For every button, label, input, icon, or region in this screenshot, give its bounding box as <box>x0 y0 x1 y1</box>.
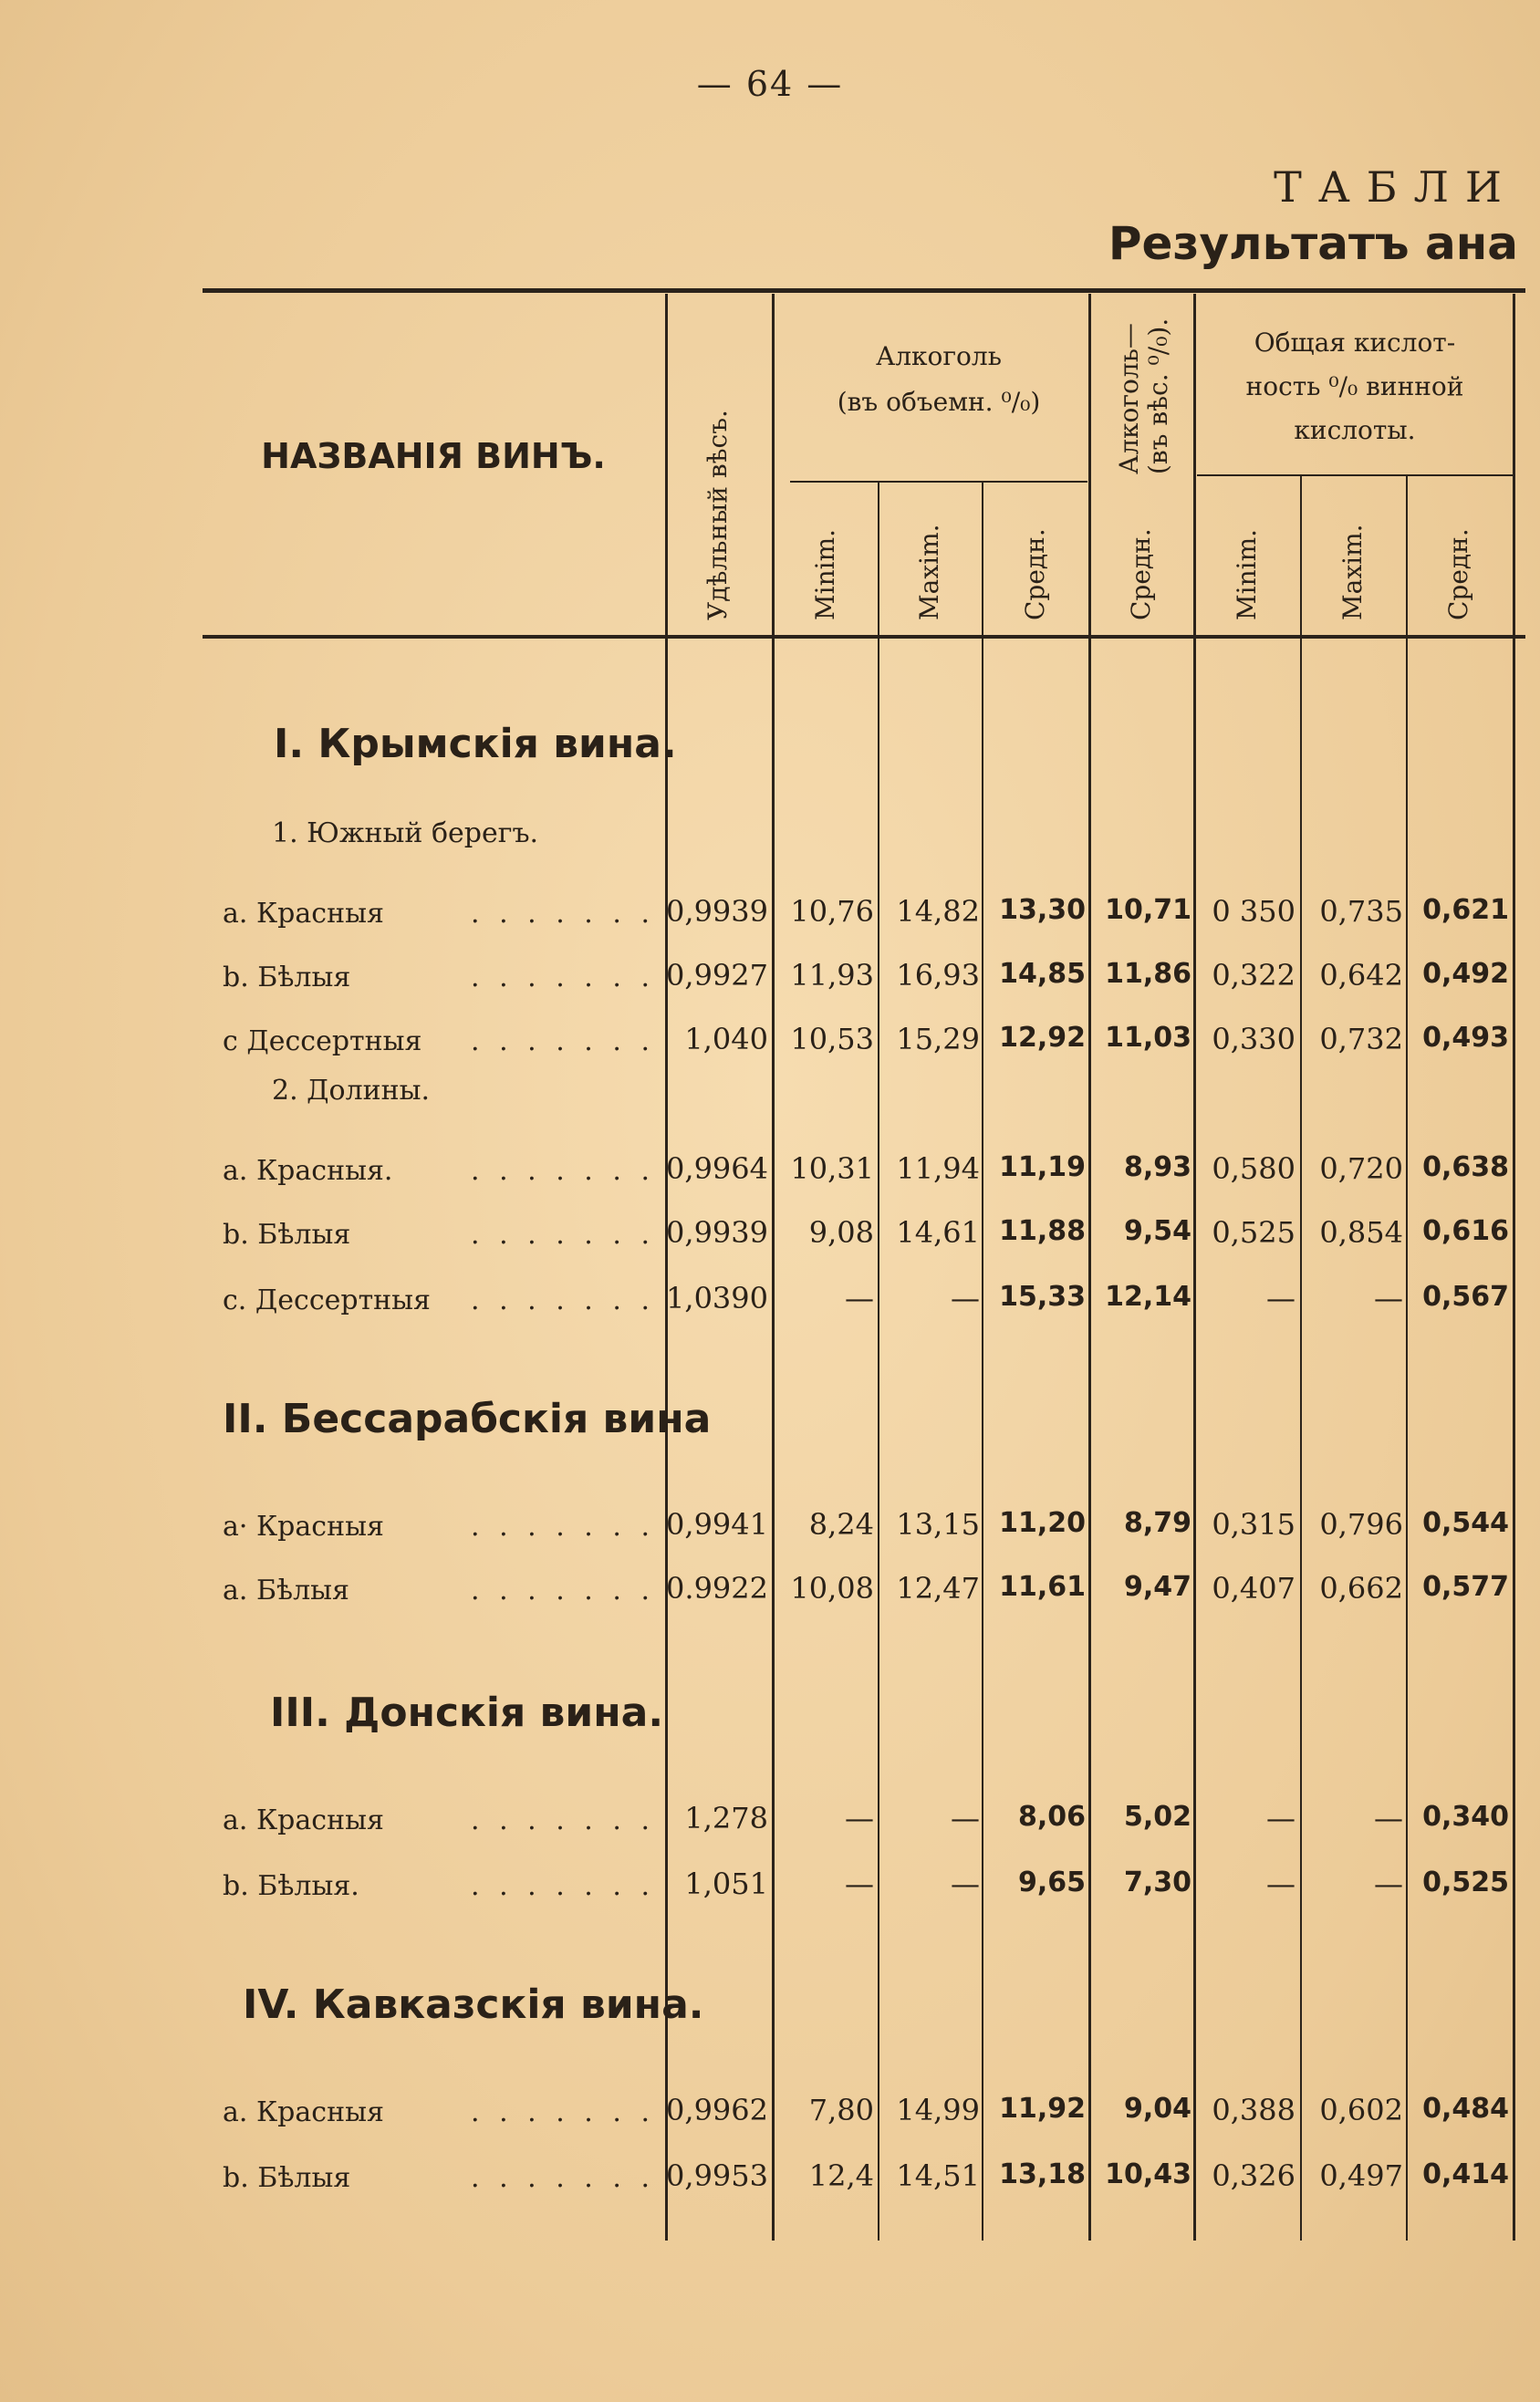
cell-aw: 11,86 <box>1105 958 1191 990</box>
cell-kmin: — <box>1266 1281 1295 1315</box>
row-label <box>223 1511 384 1543</box>
cell-amax: 13,15 <box>896 1507 980 1542</box>
cell-asr: 12,92 <box>999 1022 1086 1054</box>
dot-leader: . . . . . . . <box>471 1511 655 1543</box>
cell-kmax: 0,662 <box>1319 1571 1403 1606</box>
row-label <box>223 962 350 993</box>
alcohol-group-rule <box>790 481 1087 483</box>
cell-kmin: — <box>1266 1801 1295 1835</box>
cell-asr: 11,20 <box>999 1507 1086 1539</box>
cell-amax: 14,99 <box>896 2093 980 2127</box>
col-divider <box>1300 476 1302 2241</box>
cell-kmin: 0,388 <box>1212 2093 1295 2127</box>
subsection-title: 2. Долины. <box>272 1075 431 1107</box>
cell-kmax: — <box>1374 1866 1403 1901</box>
dot-leader: . . . . . . . <box>471 1870 655 1902</box>
cell-uv: 1,040 <box>684 1022 768 1056</box>
cell-asr: 13,18 <box>999 2158 1086 2190</box>
alcohol-maxim-header: Maxim. <box>914 524 944 620</box>
dot-leader: . . . . . . . <box>471 1025 655 1057</box>
row-label <box>223 1219 350 1251</box>
cell-kmin: — <box>1266 1866 1295 1901</box>
wine-name: a. Красныя. <box>223 1155 393 1187</box>
cell-kmin: 0 350 <box>1212 894 1295 929</box>
specific-gravity-header: Удѣльный вѣсъ. <box>702 410 733 620</box>
cell-asr: 11,19 <box>999 1151 1086 1183</box>
row-label <box>223 1025 421 1057</box>
section-title: II. Бессарабскія вина <box>223 1396 712 1442</box>
cell-kmin: 0,322 <box>1212 958 1295 993</box>
cell-kmin: 0,326 <box>1212 2158 1295 2193</box>
dot-leader: . . . . . . . <box>471 1284 655 1316</box>
section-title: III. Донскія вина. <box>270 1690 664 1736</box>
cell-uv: 0,9939 <box>666 1215 768 1250</box>
cell-kmax: 0,497 <box>1319 2158 1403 2193</box>
row-label <box>223 2096 384 2128</box>
wine-name: a. Красныя <box>223 898 384 930</box>
cell-amin: 10,08 <box>790 1571 874 1606</box>
cell-ksr: 0,484 <box>1422 2093 1509 2125</box>
cell-aw: 8,79 <box>1123 1507 1191 1539</box>
cell-aw: 12,14 <box>1105 1281 1191 1313</box>
dot-leader: . . . . . . . <box>471 2096 655 2128</box>
cell-kmin: 0,315 <box>1212 1507 1295 1542</box>
cell-amin: — <box>845 1281 874 1315</box>
cell-aw: 8,93 <box>1123 1151 1191 1183</box>
cell-amax: 16,93 <box>896 958 980 993</box>
cell-kmax: — <box>1374 1281 1403 1315</box>
cell-kmin: 0,525 <box>1212 1215 1295 1250</box>
cell-ksr: 0,638 <box>1422 1151 1509 1183</box>
cell-uv: 1,051 <box>684 1866 768 1901</box>
cell-kmax: 0,732 <box>1319 1022 1403 1056</box>
cell-ksr: 0,621 <box>1422 894 1509 926</box>
dot-leader: . . . . . . . <box>471 1219 655 1251</box>
cell-asr: 15,33 <box>999 1281 1086 1313</box>
cell-kmax: 0,735 <box>1319 894 1403 929</box>
wine-name: b. Бѣлыя <box>223 2162 351 2194</box>
col-divider <box>772 294 775 2241</box>
cell-aw: 10,71 <box>1105 894 1191 926</box>
acidity-group-rule <box>1197 474 1513 476</box>
cell-uv: 0.9922 <box>666 1571 768 1606</box>
cell-ksr: 0,525 <box>1422 1866 1509 1898</box>
dot-leader: . . . . . . . <box>471 1804 655 1836</box>
cell-aw: 9,04 <box>1123 2093 1191 2125</box>
cell-amax: 11,94 <box>896 1151 980 1186</box>
section-title: IV. Кавказскія вина. <box>243 1981 704 2028</box>
row-label <box>223 1870 359 1902</box>
cell-asr: 11,88 <box>999 1215 1086 1247</box>
cell-asr: 11,92 <box>999 2093 1086 2125</box>
wine-name: c. Дессертныя <box>223 1284 431 1316</box>
cell-aw: 5,02 <box>1123 1801 1191 1833</box>
cell-amin: 8,24 <box>808 1507 874 1542</box>
cell-uv: 0,9962 <box>666 2093 768 2127</box>
section-title: I. Крымскія вина. <box>274 721 677 767</box>
cell-amin: 9,08 <box>808 1215 874 1250</box>
cell-aw: 7,30 <box>1123 1866 1191 1898</box>
cell-ksr: 0,492 <box>1422 958 1509 990</box>
wine-name: a· Красныя <box>223 1511 384 1543</box>
cell-amax: 14,51 <box>896 2158 980 2193</box>
cell-kmin: 0,407 <box>1212 1571 1295 1606</box>
acidity-sredn-header: Средн. <box>1443 528 1473 620</box>
alcohol-weight-header: Алкоголь— (въ вѣс. ⁰/₀). <box>1114 317 1173 474</box>
wine-name: c Дессертныя <box>223 1025 422 1057</box>
cell-aw: 9,47 <box>1123 1571 1191 1603</box>
cell-asr: 9,65 <box>1017 1866 1086 1898</box>
cell-amin: — <box>845 1801 874 1835</box>
table-heading: ТАБЛИ <box>1274 162 1518 212</box>
cell-aw: 10,43 <box>1105 2158 1191 2190</box>
wine-name: b. Бѣлыя. <box>223 1870 359 1902</box>
cell-uv: 0,9939 <box>666 894 768 929</box>
cell-ksr: 0,340 <box>1422 1801 1509 1833</box>
cell-amin: 12,4 <box>808 2158 874 2193</box>
cell-asr: 14,85 <box>999 958 1086 990</box>
top-rule <box>203 288 1525 293</box>
cell-kmin: 0,330 <box>1212 1022 1295 1056</box>
cell-ksr: 0,616 <box>1422 1215 1509 1247</box>
cell-uv: 1,278 <box>684 1801 768 1835</box>
row-label <box>223 898 384 930</box>
col-divider <box>1088 294 1091 2241</box>
cell-aw: 9,54 <box>1123 1215 1191 1247</box>
wine-name: b. Бѣлыя <box>223 962 351 993</box>
dot-leader: . . . . . . . <box>471 1575 655 1607</box>
col-divider <box>665 294 668 2241</box>
cell-amax: — <box>951 1281 980 1315</box>
wine-name: a. Красныя <box>223 2096 384 2128</box>
cell-asr: 8,06 <box>1017 1801 1086 1833</box>
cell-amax: 14,61 <box>896 1215 980 1250</box>
cell-amax: — <box>951 1866 980 1901</box>
dot-leader: . . . . . . . <box>471 898 655 930</box>
row-label <box>223 1804 384 1836</box>
cell-amin: — <box>845 1866 874 1901</box>
cell-ksr: 0,544 <box>1422 1507 1509 1539</box>
cell-ksr: 0,414 <box>1422 2158 1509 2190</box>
cell-amax: — <box>951 1801 980 1835</box>
cell-amin: 10,53 <box>790 1022 874 1056</box>
cell-kmin: 0,580 <box>1212 1151 1295 1186</box>
cell-amin: 11,93 <box>790 958 874 993</box>
cell-uv: 0,9941 <box>666 1507 768 1542</box>
dot-leader: . . . . . . . <box>471 962 655 993</box>
wine-name: b. Бѣлыя <box>223 1219 351 1251</box>
col-divider <box>982 482 983 2241</box>
acidity-maxim-header: Maxim. <box>1337 524 1368 620</box>
alcohol-vol-header: Алкоголь (въ объемн. ⁰/₀) <box>837 341 1041 417</box>
names-header: НАЗВАНІЯ ВИНЪ. <box>261 436 606 476</box>
table-subtitle: Результатъ ана <box>1108 217 1518 270</box>
wine-name: a. Бѣлыя <box>223 1575 349 1607</box>
header-bottom-rule <box>203 635 1525 639</box>
cell-uv: 1,0390 <box>666 1281 768 1315</box>
alcohol-sredn-header: Средн. <box>1020 528 1050 620</box>
cell-amin: 10,76 <box>790 894 874 929</box>
col-divider <box>1193 294 1196 2241</box>
cell-kmax: 0,854 <box>1319 1215 1403 1250</box>
cell-amax: 14,82 <box>896 894 980 929</box>
cell-amin: 7,80 <box>808 2093 874 2127</box>
acidity-header: Общая кислот- ность ⁰/₀ винной кислоты. <box>1245 328 1464 445</box>
cell-amin: 10,31 <box>790 1151 874 1186</box>
alcohol-minim-header: Minim. <box>810 528 840 620</box>
row-label <box>223 1155 392 1187</box>
col-divider <box>1406 476 1408 2241</box>
row-label <box>223 1575 349 1607</box>
cell-amax: 12,47 <box>896 1571 980 1606</box>
col-divider <box>1513 294 1515 2241</box>
wine-name: a. Красныя <box>223 1804 384 1836</box>
dot-leader: . . . . . . . <box>471 1155 655 1187</box>
cell-kmax: 0,602 <box>1319 2093 1403 2127</box>
cell-amax: 15,29 <box>896 1022 980 1056</box>
cell-asr: 13,30 <box>999 894 1086 926</box>
cell-uv: 0,9953 <box>666 2158 768 2193</box>
cell-ksr: 0,567 <box>1422 1281 1509 1313</box>
cell-asr: 11,61 <box>999 1571 1086 1603</box>
row-label <box>223 2162 350 2194</box>
row-label <box>223 1284 431 1316</box>
cell-ksr: 0,577 <box>1422 1571 1509 1603</box>
cell-uv: 0,9927 <box>666 958 768 993</box>
cell-ksr: 0,493 <box>1422 1022 1509 1054</box>
dot-leader: . . . . . . . <box>471 2162 655 2194</box>
page-number: — 64 — <box>696 64 844 104</box>
cell-kmax: 0,642 <box>1319 958 1403 993</box>
subsection-title: 1. Южный берегъ. <box>272 817 539 849</box>
col-divider <box>878 482 879 2241</box>
acidity-minim-header: Minim. <box>1232 528 1262 620</box>
alcohol-weight-sredn-header: Средн. <box>1126 528 1156 620</box>
cell-kmax: 0,720 <box>1319 1151 1403 1186</box>
cell-aw: 11,03 <box>1105 1022 1191 1054</box>
cell-kmax: — <box>1374 1801 1403 1835</box>
cell-uv: 0,9964 <box>666 1151 768 1186</box>
cell-kmax: 0,796 <box>1319 1507 1403 1542</box>
